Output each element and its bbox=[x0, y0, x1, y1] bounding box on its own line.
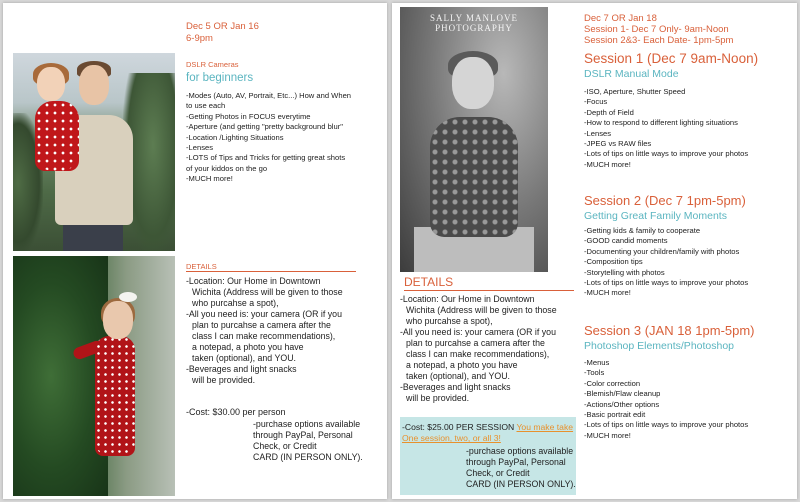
list-item: -Lots of tips on little ways to improve your photos bbox=[584, 278, 749, 288]
session-choice-note: One session, two, or all 3! bbox=[402, 433, 501, 443]
payment-line: Check, or Credit bbox=[253, 441, 317, 451]
list-item: -Depth of Field bbox=[584, 107, 634, 117]
list-item: -Basic portrait edit bbox=[584, 410, 646, 420]
list-item: -Tools bbox=[584, 368, 605, 378]
payment-line: -purchase options available bbox=[466, 446, 574, 456]
left-date-line: Dec 5 OR Jan 16 bbox=[186, 21, 259, 32]
session2-title: Session 2 (Dec 7 1pm-5pm) bbox=[584, 193, 746, 208]
left-class-title: for beginners bbox=[186, 72, 254, 84]
list-item: -MUCH more! bbox=[584, 430, 631, 440]
left-details-text bbox=[186, 276, 343, 386]
list-item: -Modes (Auto, AV, Portrait, Etc...) How and When bbox=[186, 91, 352, 100]
session-choice-note: You make take bbox=[516, 422, 574, 432]
details-line: -Location: Our Home in Downtown bbox=[400, 294, 535, 304]
girl-at-tree-photo bbox=[13, 256, 175, 496]
details-line: class I can make recommendations), bbox=[192, 331, 336, 341]
payment-line: -purchase options available bbox=[253, 419, 361, 429]
list-item: -Lots of tips on little ways to improve your photos bbox=[584, 149, 749, 159]
list-item: -Lenses bbox=[186, 143, 214, 153]
payment-line: through PayPal, Personal bbox=[253, 430, 353, 440]
list-item: -Documenting your children/family with photos bbox=[584, 246, 740, 256]
details-line: a notepad, a photo you have bbox=[192, 342, 304, 352]
left-topic-list bbox=[186, 91, 351, 185]
list-item: -GOOD candid moments bbox=[584, 236, 668, 246]
girl-portrait-photo bbox=[400, 7, 548, 272]
session2-subtitle: Getting Great Family Moments bbox=[584, 210, 727, 222]
details-line: taken (optional), and YOU. bbox=[406, 371, 510, 381]
right-schedule bbox=[584, 13, 733, 46]
left-date-line: 6-9pm bbox=[186, 33, 213, 44]
left-details-divider bbox=[186, 271, 356, 272]
right-page bbox=[392, 3, 797, 499]
list-item: -Storytelling with photos bbox=[584, 267, 665, 277]
details-line: plan to purcahse a camera after the bbox=[406, 338, 545, 348]
right-details-heading: DETAILS bbox=[404, 275, 454, 289]
session3-topic-list bbox=[584, 358, 748, 441]
details-line: will be provided. bbox=[406, 393, 470, 403]
details-line: plan to purcahse a camera after the bbox=[192, 320, 331, 330]
details-line: -All you need is: your camera (OR if you bbox=[400, 327, 556, 337]
list-item: -Color correction bbox=[584, 378, 641, 388]
details-line: Wichita (Address will be given to those bbox=[406, 305, 557, 315]
list-item: -How to respond to different lighting situations bbox=[584, 118, 738, 128]
session2-topic-list bbox=[584, 226, 748, 299]
schedule-line: Session 2&3- Each Date- 1pm-5pm bbox=[584, 35, 734, 46]
session1-topic-list bbox=[584, 87, 748, 170]
list-item: -Blemish/Flaw cleanup bbox=[584, 389, 661, 399]
payment-line: CARD (IN PERSON ONLY). bbox=[466, 479, 576, 489]
list-item: of your kiddos on the go bbox=[186, 163, 268, 173]
list-item: -Menus bbox=[584, 358, 610, 367]
watermark-line: PHOTOGRAPHY bbox=[435, 23, 513, 33]
schedule-line: Dec 7 OR Jan 18 bbox=[584, 13, 657, 24]
session3-title: Session 3 (JAN 18 1pm-5pm) bbox=[584, 323, 755, 338]
details-line: class I can make recommendations), bbox=[406, 349, 550, 359]
list-item: -LOTS of Tips and Tricks for getting great shots bbox=[186, 153, 346, 163]
father-daughter-photo bbox=[13, 53, 175, 251]
list-item: -Getting Photos in FOCUS everytime bbox=[186, 111, 311, 121]
cost-text: -Cost: $25.00 PER SESSION bbox=[402, 422, 517, 432]
right-details-divider bbox=[404, 290, 574, 291]
right-cost bbox=[402, 422, 573, 444]
list-item: -Actions/Other options bbox=[584, 399, 660, 409]
list-item: -MUCH more! bbox=[584, 159, 631, 169]
schedule-line: Session 1- Dec 7 Only- 9am-Noon bbox=[584, 24, 729, 35]
left-cost: -Cost: $30.00 per person bbox=[186, 407, 286, 417]
list-item: -Composition tips bbox=[584, 257, 643, 267]
session1-title: Session 1 (Dec 7 9am-Noon) bbox=[584, 51, 759, 66]
list-item: -Getting kids & family to cooperate bbox=[584, 226, 701, 235]
details-line: -Location: Our Home in Downtown bbox=[186, 276, 321, 286]
session3-subtitle: Photoshop Elements/Photoshop bbox=[584, 340, 735, 352]
details-line: taken (optional), and YOU. bbox=[192, 353, 296, 363]
details-line: who purcahse a spot), bbox=[406, 316, 493, 326]
watermark-line: SALLY MANLOVE bbox=[429, 13, 518, 23]
list-item: -ISO, Aperture, Shutter Speed bbox=[584, 87, 686, 96]
payment-line: Check, or Credit bbox=[466, 468, 530, 478]
left-payment-options bbox=[253, 419, 363, 463]
list-item: to use each bbox=[186, 101, 226, 111]
list-item: -Focus bbox=[584, 97, 608, 107]
payment-line: CARD (IN PERSON ONLY). bbox=[253, 452, 363, 462]
list-item: -Location /Lighting Situations bbox=[186, 132, 284, 142]
list-item: -Lenses bbox=[584, 128, 612, 138]
left-page bbox=[3, 3, 387, 499]
list-item: -Lots of tips on little ways to improve your photos bbox=[584, 420, 749, 430]
details-line: who purcahse a spot), bbox=[192, 298, 279, 308]
session1-subtitle: DSLR Manual Mode bbox=[584, 68, 679, 80]
right-details-text bbox=[400, 294, 557, 404]
photographer-watermark bbox=[400, 13, 548, 33]
list-item: -JPEG vs RAW files bbox=[584, 139, 652, 149]
right-payment-options bbox=[466, 446, 576, 490]
details-line: -Beverages and light snacks bbox=[186, 364, 297, 374]
details-line: will be provided. bbox=[192, 375, 256, 385]
list-item: -Aperture (and getting "pretty background blur" bbox=[186, 122, 343, 132]
details-line: -All you need is: your camera (OR if you bbox=[186, 309, 342, 319]
details-line: -Beverages and light snacks bbox=[400, 382, 511, 392]
list-item: -MUCH more! bbox=[186, 174, 233, 184]
left-date bbox=[186, 21, 259, 45]
list-item: -MUCH more! bbox=[584, 288, 631, 298]
left-details-heading: DETAILS bbox=[186, 262, 217, 271]
details-line: Wichita (Address will be given to those bbox=[192, 287, 343, 297]
payment-line: through PayPal, Personal bbox=[466, 457, 566, 467]
left-class-subtitle: DSLR Cameras bbox=[186, 60, 239, 69]
details-line: a notepad, a photo you have bbox=[406, 360, 518, 370]
